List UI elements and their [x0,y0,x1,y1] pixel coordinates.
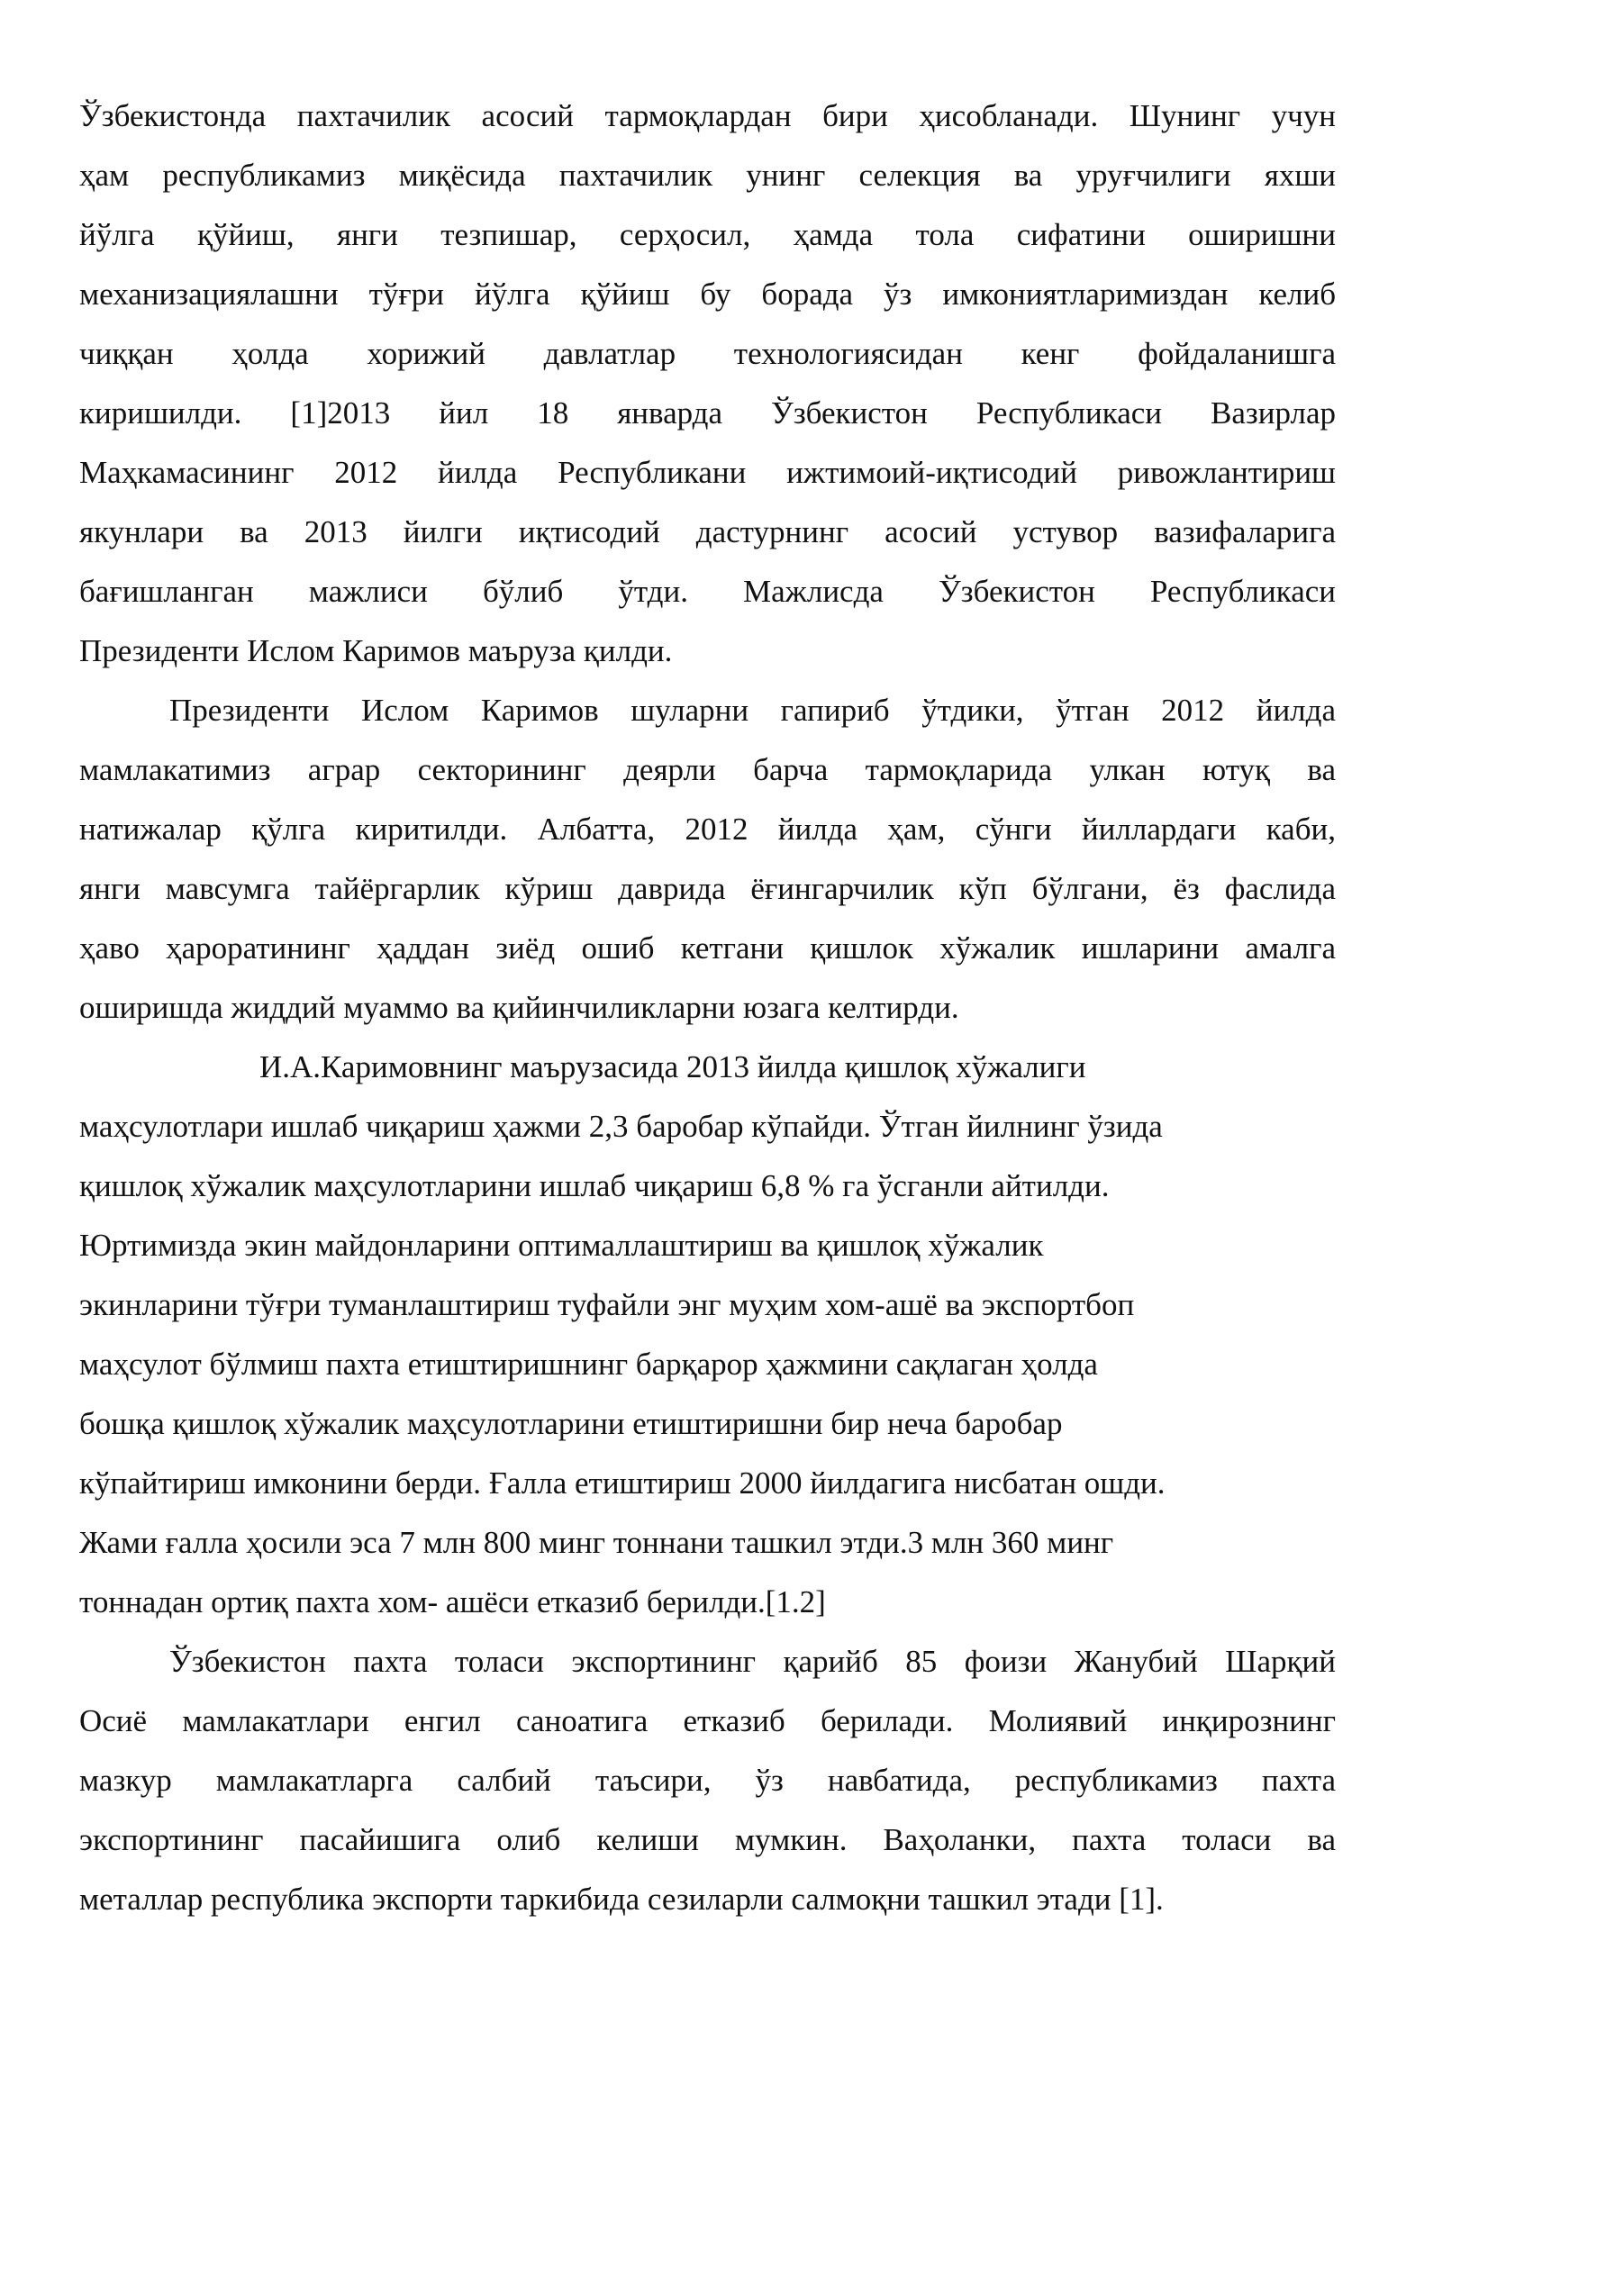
text-line: экинларини тўғри туманлаштириш туфайли энг муҳим хом-ашё ва экспортбоп [79,1287,1135,1322]
document-body [79,86,1336,1929]
text-line: И.А.Каримовнинг маърузасида 2013 йилда қишлоқ хўжалиги [259,1049,1086,1084]
text-line: ҳаво ҳароратининг ҳаддан зиёд ошиб кетгани қишлок хўжалик ишларини амалга [79,930,1336,966]
text-line: Ўзбекистон пахта толаси экспортининг қарийб 85 фоизи Жанубий Шарқий [169,1644,1336,1679]
text-line: маҳсулот бўлмиш пахта етиштиришнинг барқарор ҳажмини сақлаган ҳолда [79,1347,1098,1382]
text-line: чиққан ҳолда хорижий давлатлар технологиясидан кенг фойдаланишга [79,336,1336,371]
text-line: Осиё мамлакатлари енгил саноатига етказиб берилади. Молиявий инқирознинг [79,1703,1336,1738]
text-line: Юртимизда экин майдонларини оптималлаштириш ва қишлоқ хўжалик [79,1228,1044,1263]
text-line: металлар республика экспорти таркибида сезиларли салмоқни ташкил этади [1]. [79,1882,1164,1917]
text-line: натижалар қўлга киритилди. Албатта, 2012 йилда ҳам, сўнги йиллардаги каби, [79,812,1336,847]
text-line: бағишланган мажлиси бўлиб ўтди. Мажлисда Ўзбекистон Республикаси [79,574,1336,609]
text-line: якунлари ва 2013 йилги иқтисодий дастурнинг асосий устувор вазифаларига [79,514,1336,549]
text-line: янги мавсумга тайёргарлик кўриш даврида ёғингарчилик кўп бўлгани, ёз фаслида [79,871,1336,906]
text-line: Президенти Ислом Каримов маъруза қилди. [79,633,673,668]
text-line: экспортининг пасайишига олиб келиши мумкин. Ваҳоланки, пахта толаси ва [79,1822,1336,1857]
text-line: Маҳкамасининг 2012 йилда Республикани ижтимоий-иқтисодий ривожлантириш [79,455,1336,490]
text-line: кўпайтириш имконини берди. Ғалла етиштириш 2000 йилдагига нисбатан ошди. [79,1465,1166,1501]
text-line: йўлга қўйиш, янги тезпишар, серҳосил, ҳамда тола сифатини оширишни [79,217,1336,252]
text-line: тоннадан ортиқ пахта хом- ашёси етказиб берилди.[1.2] [79,1584,826,1619]
text-line: қишлоқ хўжалик маҳсулотларини ишлаб чиқариш 6,8 % га ўсганли айтилди. [79,1168,1110,1203]
text-line: бошқа қишлоқ хўжалик маҳсулотларини етиштиришни бир неча баробар [79,1406,1063,1441]
text-line: оширишда жиддий муаммо ва қийинчиликларни юзага келтирди. [79,990,959,1025]
text-line: мазкур мамлакатларга салбий таъсири, ўз навбатида, республикамиз пахта [79,1763,1336,1798]
text-line: Жами ғалла ҳосили эса 7 млн 800 минг тоннани ташкил этди.3 млн 360 минг [79,1525,1114,1560]
text-line: мамлакатимиз аграр секторининг деярли барча тармоқларида улкан ютуқ ва [79,752,1336,787]
text-line: маҳсулотлари ишлаб чиқариш ҳажми 2,3 баробар кўпайди. Ўтган йилнинг ўзида [79,1109,1163,1144]
text-line: Ўзбекистонда пахтачилик асосий тармоқлардан бири ҳисобланади. Шунинг учун [79,98,1336,133]
text-line: ҳам республикамиз миқёсида пахтачилик унинг селекция ва уруғчилиги яхши [79,158,1336,193]
text-line: киришилди. [1]2013 йил 18 январда Ўзбекистон Республикаси Вазирлар [79,395,1336,431]
text-line: Президенти Ислом Каримов шуларни гапириб ўтдики, ўтган 2012 йилда [169,693,1336,728]
text-line: механизациялашни тўғри йўлга қўйиш бу борада ўз имкониятларимиздан келиб [79,277,1336,312]
